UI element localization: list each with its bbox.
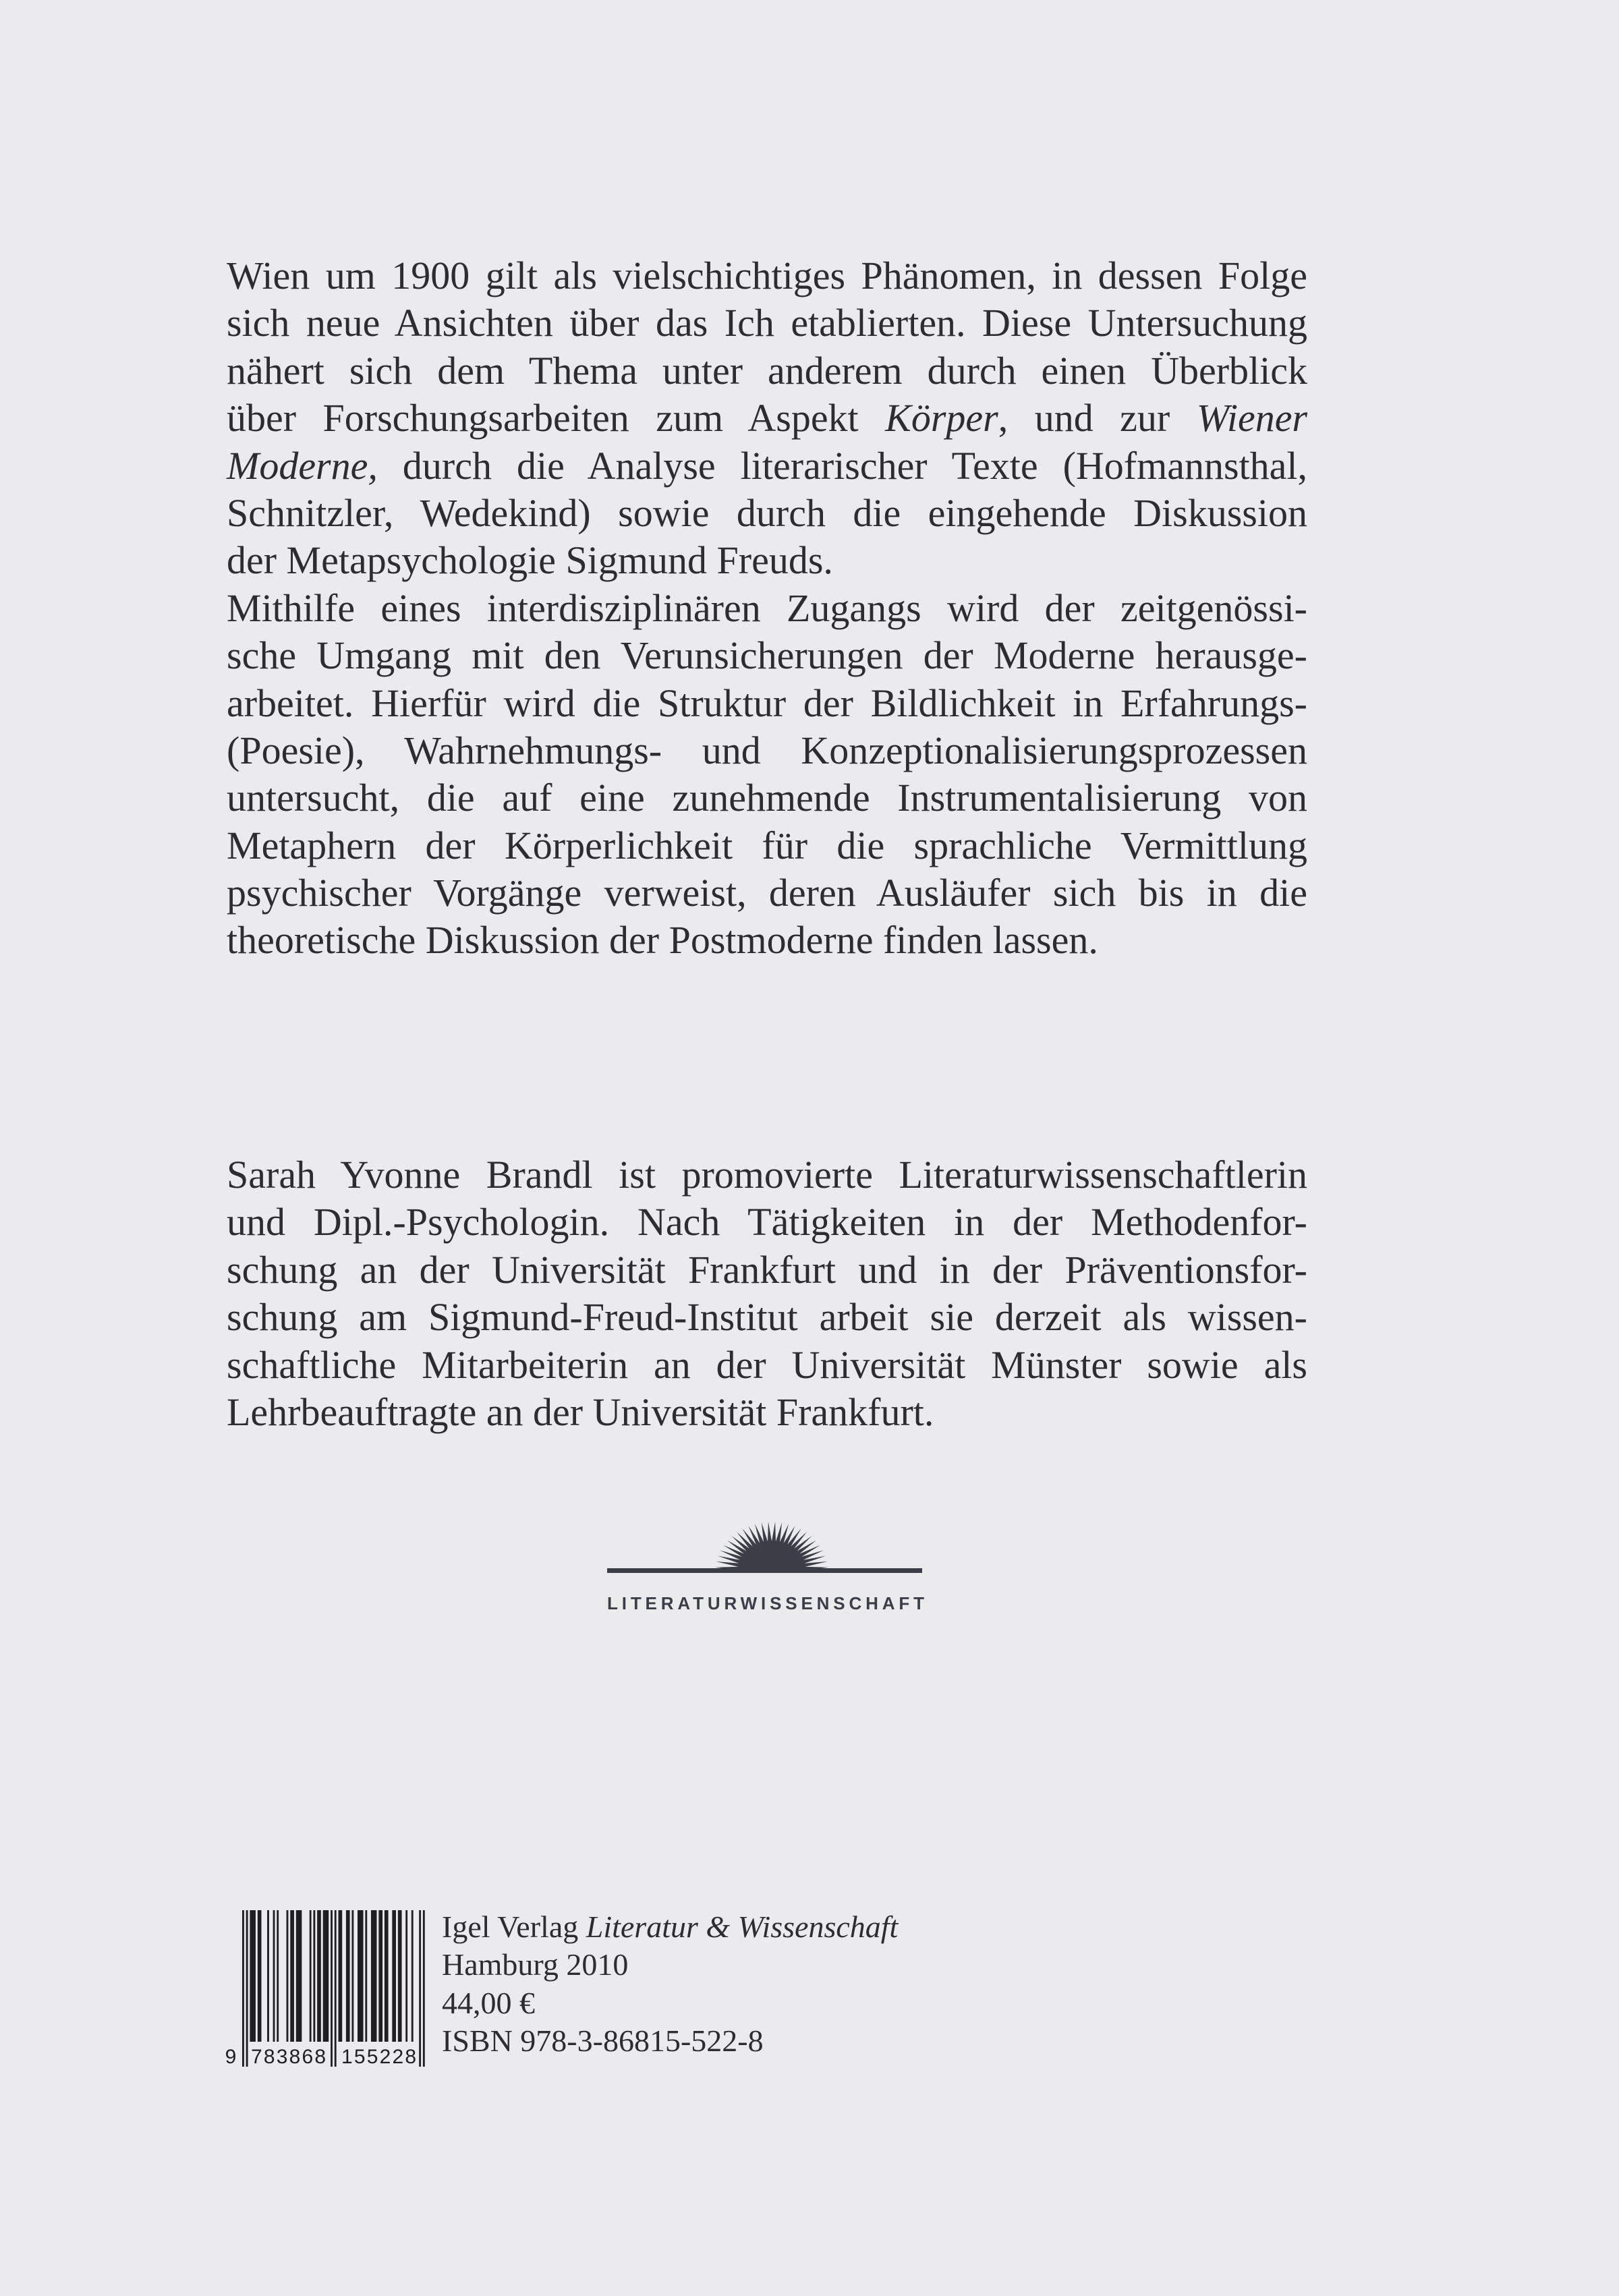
blurb — [227, 252, 1307, 965]
barcode-bar — [287, 1910, 289, 2042]
barcode-bar — [378, 1910, 382, 2042]
bio-line: Sarah Yvonne Brandl ist promovierte Literaturwissenschaftlerin — [227, 1153, 1307, 1197]
blurb-line: sich neue Ansichten über das Ich etablierten. Diese Untersuchung — [227, 301, 1307, 345]
barcode-right-digits: 155228 — [341, 2046, 416, 2068]
barcode-guard-bar — [331, 1910, 333, 2067]
publisher-line — [442, 1908, 898, 1946]
isbn-barcode — [223, 1905, 432, 2074]
publisher-name: Igel Verlag — [442, 1910, 579, 1944]
barcode-bar — [310, 1910, 312, 2042]
blurb-text: durch die Analyse literarischer Texte (Hofmannsthal, — [377, 443, 1307, 488]
blurb-line: Schnitzler, Wedekind) sowie durch die eingehende Diskussion — [227, 490, 1307, 535]
barcode-bar — [296, 1910, 302, 2042]
blurb-line: arbeitet. Hierfür wird die Struktur der Bildlichkeit in Erfahrungs- — [227, 681, 1307, 725]
series-logo — [600, 1504, 931, 1619]
blurb-line — [227, 395, 1307, 442]
price: 44,00 € — [442, 1985, 535, 2020]
barcode-bar — [258, 1910, 262, 2042]
barcode-bar — [351, 1910, 353, 2042]
barcode-bar — [339, 1910, 343, 2042]
blurb-text: über Forschungsarbeiten zum Aspekt — [227, 396, 886, 440]
logo-wordmark: LITERATURWISSENSCHAFT — [607, 1593, 924, 1613]
author-bio — [227, 1151, 1307, 1436]
barcode-bar — [365, 1910, 367, 2042]
barcode-bar — [346, 1910, 350, 2042]
blurb-line: der Metapsychologie Sigmund Freuds. — [227, 538, 833, 583]
barcode-bar — [405, 1910, 407, 2042]
publisher-city-year: Hamburg 2010 — [442, 1947, 629, 1982]
barcode-bar — [358, 1910, 364, 2042]
isbn: ISBN 978-3-86815-522-8 — [442, 2024, 764, 2059]
barcode-bar — [290, 1910, 294, 2042]
blurb-emphasis: Wiener — [1196, 396, 1308, 440]
publisher-info — [442, 1908, 898, 2061]
barcode-bar — [277, 1910, 279, 2042]
barcode-bar — [411, 1910, 414, 2042]
blurb-line: psychischer Vorgänge verweist, deren Ausläufer sich bis in die — [227, 871, 1307, 915]
barcode-bar — [398, 1910, 402, 2042]
barcode-guard-bar — [419, 1910, 421, 2067]
sunburst-logo-icon — [715, 1522, 828, 1570]
blurb-line: nähert sich dem Thema unter anderem durch einen Überblick — [227, 348, 1307, 393]
barcode-first-digit: 9 — [225, 2046, 237, 2068]
barcode-bar — [313, 1910, 315, 2042]
barcode-guard-bar — [246, 1910, 248, 2067]
blurb-emphasis: Körper — [885, 396, 998, 440]
barcode-bar — [267, 1910, 269, 2042]
bio-line: und Dipl.-Psychologin. Nach Tätigkeiten in der Methodenfor- — [227, 1200, 1307, 1244]
blurb-line: theoretische Diskussion der Postmoderne finden lassen. — [227, 918, 1098, 963]
blurb-line: untersucht, die auf eine zunehmende Instrumentalisierung von — [227, 776, 1307, 820]
blurb-line: sche Umgang mit den Verunsicherungen der Moderne herausge- — [227, 633, 1307, 678]
barcode-bar — [250, 1910, 256, 2042]
barcode-left-digits: 783868 — [251, 2046, 326, 2068]
barcode-guard-bar — [423, 1910, 425, 2067]
blurb-line: Metaphern der Körperlichkeit für die sprachliche Vermittlung — [227, 823, 1307, 867]
logo-rule — [607, 1568, 922, 1573]
barcode-guard-bar — [242, 1910, 244, 2067]
barcode-bar — [317, 1910, 321, 2042]
bio-line: schaftliche Mitarbeiterin an der Universität Münster sowie als — [227, 1342, 1307, 1387]
bio-line: schung am Sigmund-Freud-Institut arbeit sie derzeit als wissen- — [227, 1295, 1307, 1340]
bio-line: schung an der Universität Frankfurt und in der Präventionsfor- — [227, 1247, 1307, 1292]
blurb-emphasis: Moderne, — [227, 443, 378, 488]
barcode-bar — [323, 1910, 329, 2042]
barcode-bar — [385, 1910, 389, 2042]
blurb-line: Wien um 1900 gilt als vielschichtiges Phänomen, in dessen Folge — [227, 254, 1307, 297]
barcode-bars — [242, 1910, 425, 2067]
barcode-bar — [392, 1910, 396, 2042]
blurb-line: (Poesie), Wahrnehmungs- und Konzeptionalisierungsprozessen — [227, 728, 1307, 772]
blurb-line: Mithilfe eines interdisziplinären Zugangs wird der zeitgenössi- — [227, 585, 1307, 630]
publisher-series: Literatur & Wissenschaft — [586, 1910, 899, 1944]
blurb-text: , und zur — [998, 396, 1197, 440]
blurb-line — [227, 442, 1307, 490]
barcode-bar — [273, 1910, 275, 2042]
barcode-guard-bar — [335, 1910, 337, 2067]
barcode-bar — [371, 1910, 377, 2042]
bio-line: Lehrbeauftragte an der Universität Frankfurt. — [227, 1389, 934, 1434]
